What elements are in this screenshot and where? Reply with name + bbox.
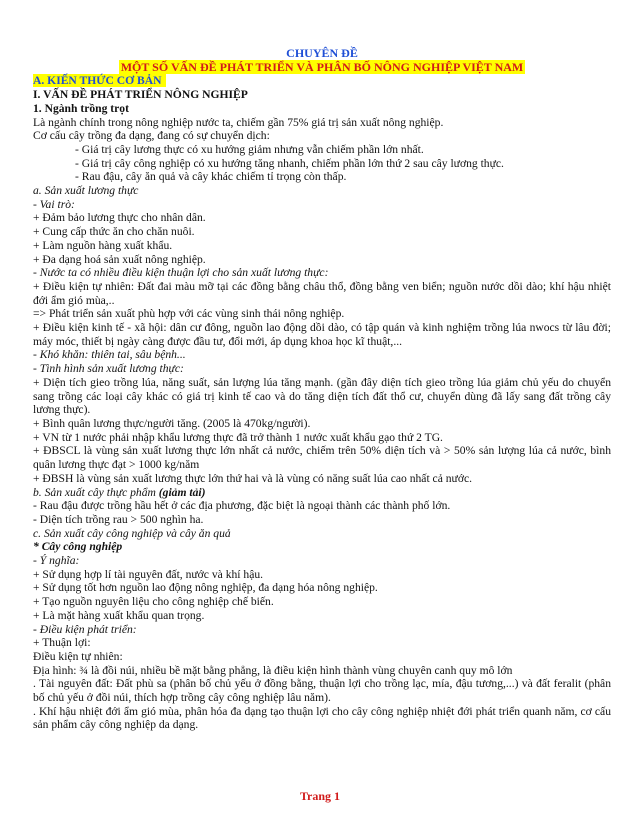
section-i-heading: I. VẤN ĐỀ PHÁT TRIỂN NÔNG NGHIỆP	[33, 88, 248, 102]
paragraph: - Diện tích trồng rau > 500 nghìn ha.	[33, 512, 204, 526]
paragraph: - Rau đậu được trồng hầu hết ở các địa phương, đặc biệt là ngoại thành các thành phố lớn.	[33, 499, 451, 513]
paragraph: + ĐBSCL là vùng sản xuất lương thực lớn nhất cả nước, chiếm trên 50% diện tích và > 50% sản lượng lúa cả nước, bình quân lương thực đạt > 1000 kg/năm	[33, 444, 611, 472]
label-significance: - Ý nghĩa:	[33, 554, 80, 568]
list-item: + Là mặt hàng xuất khẩu quan trọng.	[33, 608, 205, 622]
paragraph: + Bình quân lương thực/người tăng. (2005 là 470kg/người).	[33, 416, 311, 430]
list-item: + Sử dụng hợp lí tài nguyên đất, nước và khí hậu.	[33, 567, 264, 581]
list-item: + Đảm bảo lương thực cho nhân dân.	[33, 211, 206, 225]
document-title-text: MỘT SỐ VẤN ĐỀ PHÁT TRIỂN VÀ PHÂN BỐ NÔNG NGHIỆP VIỆT NAM	[120, 59, 524, 74]
paragraph: Cơ cấu cây trồng đa dạng, đang có sự chuyển dịch:	[33, 129, 270, 143]
paragraph: Địa hình: ¾ là đồi núi, nhiều bề mặt bằng phẳng, là điều kiện hình thành vùng chuyên canh quy mô lớn	[33, 663, 513, 677]
paragraph: + Điều kiện kinh tế - xã hội: dân cư đông, nguồn lao động dồi dào, có tập quán và kinh nghiệm trồng lúa nwocs từ lâu đời; máy móc, thiết bị ngày càng được đầu tư, đổi mới, áp dụng khoa học kĩ thuật,...	[33, 321, 611, 348]
list-item: - Giá trị cây lương thực có xu hướng giảm nhưng vẫn chiếm phần lớn nhất.	[75, 142, 424, 156]
page-number: Trang 1	[299, 789, 341, 803]
paragraph: + ĐBSH là vùng sản xuất lương thực lớn thứ hai và là vùng có năng suất lúa cao nhất cả nước.	[33, 471, 473, 485]
list-item: + Làm nguồn hàng xuất khẩu.	[33, 238, 173, 252]
list-item: + Sử dụng tốt hơn nguồn lao động nông nghiệp, đa dạng hóa nông nghiệp.	[33, 581, 378, 595]
industrial-crops-heading: * Cây công nghiệp	[33, 540, 123, 554]
paragraph: . Khí hậu nhiệt đới ẩm gió mùa, phân hóa đa dạng tạo thuận lợi cho cây công nghiệp nhiệt đới phát triển quanh năm, cơ cấu sản phẩm cây công nghiệp da dạng.	[33, 704, 611, 732]
paragraph: + Diện tích gieo trồng lúa, năng suất, sản lượng lúa tăng mạnh. (gần đây diện tích gieo trồng lúa giảm chủ yếu do chuyển sang trồng các loại cây khác có giá trị kinh tế cao và do tăng diện tích đất thổ cư, chuyển dùng đã lấy sang đất trồng cây lương thực).	[33, 375, 611, 417]
section-a-text: A. KIẾN THỨC CƠ BẢN	[33, 74, 166, 87]
list-item: + Đa dạng hoá sản xuất nông nghiệp.	[33, 252, 206, 266]
label-situation: - Tình hình sản xuất lương thực:	[33, 362, 184, 376]
list-item: - Giá trị cây công nghiệp có xu hướng tăng nhanh, chiếm phần lớn thứ 2 sau cây lương thực.	[75, 156, 504, 170]
paragraph: . Tài nguyên đất: Đất phù sa (phân bố chủ yếu ở đồng bằng, thuận lợi cho trồng lạc, mía, đậu tương,...) và đất feralit (phân bố chủ yếu ở đồi núi, thích hợp trồng cây công nghiệp lâu năm).	[33, 677, 611, 705]
list-item: + Cung cấp thức ăn cho chăn nuôi.	[33, 225, 195, 239]
subheading-c: c. Sản xuất cây công nghiệp và cây ăn quả	[33, 526, 231, 540]
paragraph: => Phát triển sản xuất phù hợp với các vùng sinh thái nông nghiệp.	[33, 307, 345, 321]
label-advantages: + Thuận lợi:	[33, 636, 91, 650]
reduced-note: (giảm tải)	[158, 485, 206, 499]
document-body	[33, 47, 611, 732]
list-item: + Tạo nguồn nguyên liệu cho công nghiệp chế biến.	[33, 595, 274, 609]
paragraph: Là ngành chính trong nông nghiệp nước ta, chiếm gần 75% giá trị sản xuất nông nghiệp.	[33, 115, 444, 129]
paragraph: + VN từ 1 nước phải nhập khẩu lương thực đã trở thành 1 nước xuất khẩu gạo thứ 2 TG.	[33, 430, 443, 444]
subheading-b	[33, 486, 611, 500]
label-difficulties: - Khó khăn: thiên tai, sâu bệnh...	[33, 348, 186, 362]
label-conditions: - Nước ta có nhiều điều kiện thuận lợi cho sản xuất lương thực:	[33, 266, 329, 280]
label-development-conditions: - Điều kiện phát triển:	[33, 622, 137, 636]
paragraph: + Điều kiện tự nhiên: Đất đai màu mỡ tại các đồng bằng châu thổ, đồng bằng ven biển; nguồn nước dồi dào; khí hậu nhiệt đới ẩm gió mùa,..	[33, 279, 611, 307]
section-a-heading	[33, 74, 611, 88]
subheading-b-text: b. Sản xuất cây thực phẩm	[33, 485, 159, 499]
label-role: - Vai trò:	[33, 197, 75, 211]
document-title	[33, 61, 611, 75]
list-item: - Rau đậu, cây ăn quả và cây khác chiếm tỉ trọng còn thấp.	[75, 170, 347, 184]
label-natural-conditions: Điều kiện tự nhiên:	[33, 649, 123, 663]
subsection-1-heading: 1. Ngành trồng trọt	[33, 101, 129, 115]
topic-heading: CHUYÊN ĐỀ	[286, 46, 358, 60]
subheading-a: a. Sản xuất lương thực	[33, 184, 139, 198]
